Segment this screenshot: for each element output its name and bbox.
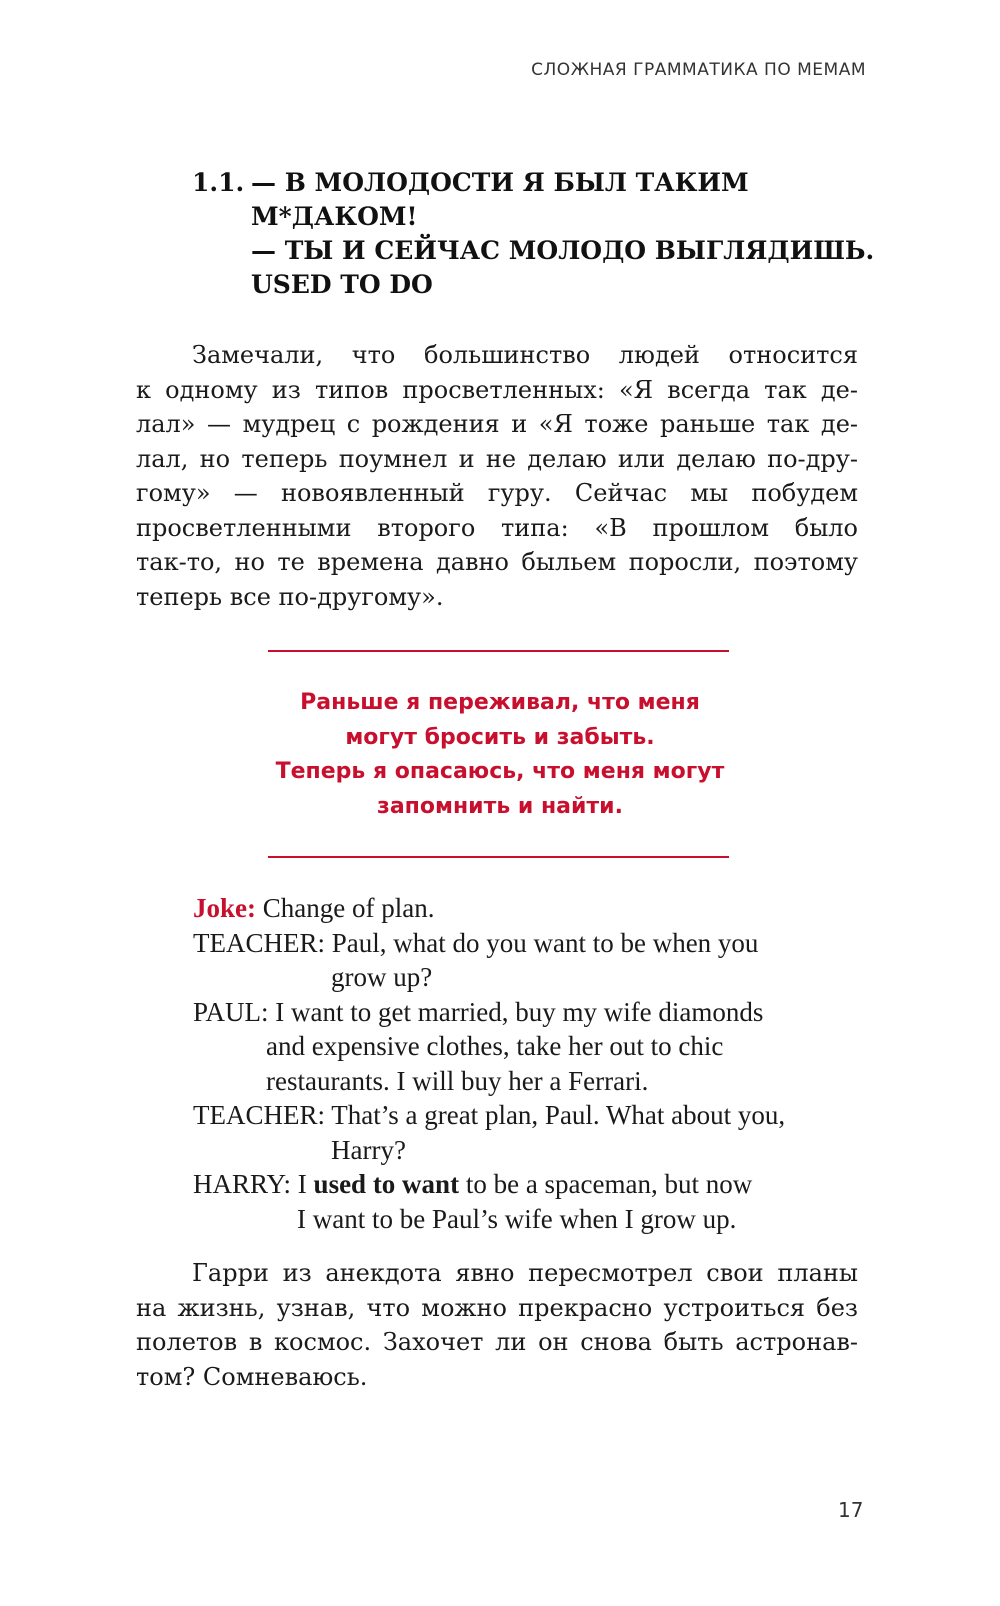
joke-block xyxy=(193,891,873,1236)
paragraph-line: гому» — новоявленный гуру. Сейчас мы побудем xyxy=(136,479,858,507)
used-to-want-highlight: used to want xyxy=(313,1169,460,1199)
paragraph-line: Замечали, что большинство людей относится xyxy=(192,341,858,369)
harry-rest: to be a spaceman, but now xyxy=(459,1169,753,1199)
section-number: 1.1. xyxy=(192,168,245,197)
harry-prefix: HARRY: I xyxy=(193,1169,314,1199)
joke-label: Joke: xyxy=(193,893,256,923)
paragraph-line: полетов в космос. Захочет ли он снова быть астронав- xyxy=(136,1328,858,1356)
page-number: 17 xyxy=(838,1498,864,1522)
meme-quote xyxy=(250,686,750,824)
joke-line: TEACHER: Paul, what do you want to be when you xyxy=(193,927,759,958)
paragraph-line: так-то, но те времена давно быльем поросли, поэтому xyxy=(136,548,858,576)
paragraph-line: лал» — мудрец с рождения и «Я тоже раньше так де- xyxy=(136,410,858,438)
paragraph-line: том? Сомневаюсь. xyxy=(136,1362,368,1391)
joke-line: Harry? xyxy=(331,1134,406,1165)
joke-line-harry xyxy=(193,1167,873,1202)
joke-line: grow up? xyxy=(331,962,433,992)
joke-line: TEACHER: That’s a great plan, Paul. What about you, xyxy=(193,1100,786,1130)
joke-line: and expensive clothes, take her out to chic xyxy=(266,1031,724,1061)
paragraph-line: Гарри из анекдота явно пересмотрел свои планы xyxy=(192,1259,858,1287)
heading-text-1: — В МОЛОДОСТИ Я БЫЛ ТАКИМ xyxy=(251,168,749,197)
meme-divider-bottom xyxy=(268,856,729,858)
heading-line-4: USED TO DO xyxy=(251,270,433,299)
paragraph-line: теперь все по-другому». xyxy=(136,582,444,611)
meme-line: могут бросить и забыть. xyxy=(345,724,655,750)
meme-divider-top xyxy=(268,650,729,652)
meme-line: Теперь я опасаюсь, что меня могут xyxy=(275,759,725,784)
heading-line-3: — ТЫ И СЕЙЧАС МОЛОДО ВЫГЛЯДИШЬ. xyxy=(251,236,875,265)
heading-line-2: М*ДАКОМ! xyxy=(251,202,418,231)
joke-line: restaurants. I will buy her a Ferrari. xyxy=(266,1065,649,1096)
joke-title-line xyxy=(193,891,873,926)
intro-paragraph xyxy=(136,338,858,614)
paragraph-line: просветленными второго типа: «В прошлом было xyxy=(136,513,858,542)
conclusion-paragraph xyxy=(136,1256,858,1394)
paragraph-line: к одному из типов просветленных: «Я всегда так де- xyxy=(136,375,858,404)
joke-line: I want to be Paul’s wife when I grow up. xyxy=(297,1203,737,1234)
heading-line-1 xyxy=(192,166,892,200)
meme-line: запомнить и найти. xyxy=(377,793,623,819)
section-heading xyxy=(192,166,892,302)
paragraph-line: на жизнь, узнав, что можно прекрасно устроиться без xyxy=(136,1293,858,1322)
running-head: СЛОЖНАЯ ГРАММАТИКА ПО МЕМАМ xyxy=(531,60,866,80)
joke-line: PAUL: I want to get married, buy my wife diamonds xyxy=(193,996,764,1027)
meme-line: Раньше я переживал, что меня xyxy=(300,690,700,715)
paragraph-line: лал, но теперь поумнел и не делаю или делаю по-дру- xyxy=(136,444,858,473)
joke-title: Change of plan. xyxy=(256,893,435,923)
